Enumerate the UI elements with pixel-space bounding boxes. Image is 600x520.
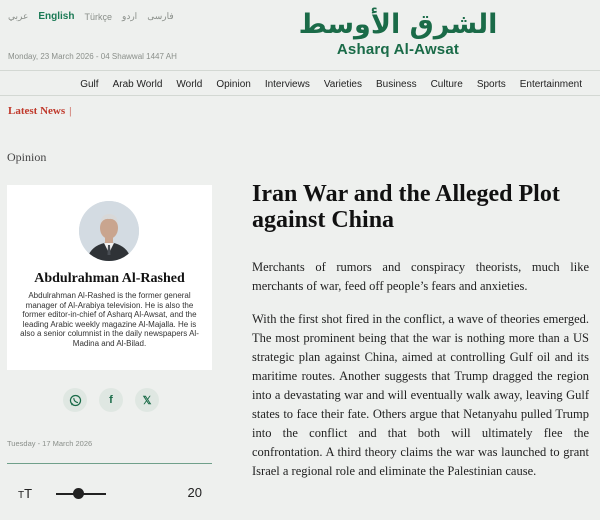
- facebook-share-button[interactable]: [99, 388, 123, 412]
- nav-item-world[interactable]: World: [176, 78, 203, 90]
- latest-news[interactable]: [8, 105, 71, 117]
- lang-english[interactable]: English: [38, 11, 75, 22]
- article-lead: Merchants of rumors and conspiracy theorists, much like merchants of war, feed off people’s fears and anxieties.: [252, 260, 589, 293]
- latest-news-separator: |: [69, 105, 72, 117]
- nav-item-opinion[interactable]: Opinion: [216, 78, 251, 90]
- nav-item-arab-world[interactable]: Arab World: [112, 78, 163, 90]
- facebook-icon: f: [109, 394, 113, 406]
- article-body: With the first shot fired in the conflict, a wave of theories emerged. The most prominent being that the war is nothing more than a US strategic plan against China, aimed at controlling Gulf oil and its maritime routes. Another suggests that Trump dragged the region into a devastating war and will eventually walk away, leaving Gulf states to face their fate. Others argue that Netanyahu pulled Trump into the conflict and that both will ultimately flee the confrontation. A third theory claims the war was launched to grant Israel a regional role and eliminate the Palestinian cause.: [252, 312, 589, 478]
- font-size-value: 20: [187, 485, 202, 500]
- font-size-slider-handle[interactable]: [73, 488, 84, 499]
- language-switcher: [8, 11, 174, 22]
- logo-arabic-text: الشرق الأوسط: [298, 9, 498, 40]
- latest-news-label: Latest News: [8, 105, 66, 117]
- font-size-icon-small: T: [18, 490, 25, 501]
- logo-arabic: [288, 10, 508, 40]
- whatsapp-icon: [69, 394, 82, 407]
- share-buttons: [63, 388, 159, 412]
- nav-item-interviews[interactable]: Interviews: [264, 78, 310, 90]
- nav-item-gulf[interactable]: Gulf: [80, 78, 99, 90]
- site-logo[interactable]: [288, 10, 508, 58]
- font-size-icon-big: T: [24, 486, 33, 501]
- font-size-icon: [18, 486, 32, 501]
- nav-item-business[interactable]: Business: [376, 78, 417, 90]
- author-portrait-icon: [79, 201, 139, 261]
- x-share-button[interactable]: [135, 388, 159, 412]
- lang-arabic[interactable]: عربي: [8, 11, 29, 21]
- author-avatar[interactable]: [79, 201, 139, 261]
- divider: [7, 463, 212, 464]
- author-name[interactable]: Abdulrahman Al-Rashed: [34, 271, 185, 286]
- nav-item-culture[interactable]: Culture: [430, 78, 463, 90]
- nav-item-varieties[interactable]: Varieties: [323, 78, 362, 90]
- main-nav: [0, 70, 600, 96]
- author-bio: Abdulrahman Al-Rashed is the former general manager of Al-Arabiya television. He is also the former editor-in-chief of Asharq Al-Awsat, and the leading Arabic weekly magazine Al-Majalla. He is also a senior columnist in the daily newspapers Al-Madina and Al-Bilad.: [20, 291, 199, 348]
- publish-date: Tuesday - 17 March 2026: [7, 439, 93, 448]
- logo-english: Asharq Al-Awsat: [336, 41, 460, 58]
- date-line: Monday, 23 March 2026 - 04 Shawwal 1447 AH: [8, 52, 177, 61]
- nav-item-sports[interactable]: Sports: [476, 78, 506, 90]
- section-title[interactable]: Opinion: [7, 150, 47, 164]
- lang-urdu[interactable]: اردو: [121, 11, 138, 21]
- lang-farsi[interactable]: فارسى: [147, 11, 174, 21]
- author-card: [7, 185, 212, 370]
- x-icon: 𝕏: [142, 394, 152, 407]
- article-title: Iran War and the Alleged Plot against China: [252, 181, 560, 233]
- lang-turkish[interactable]: Türkçe: [84, 11, 112, 22]
- whatsapp-share-button[interactable]: [63, 388, 87, 412]
- nav-item-entertainment[interactable]: Entertainment: [519, 78, 582, 90]
- font-size-control: [7, 476, 212, 510]
